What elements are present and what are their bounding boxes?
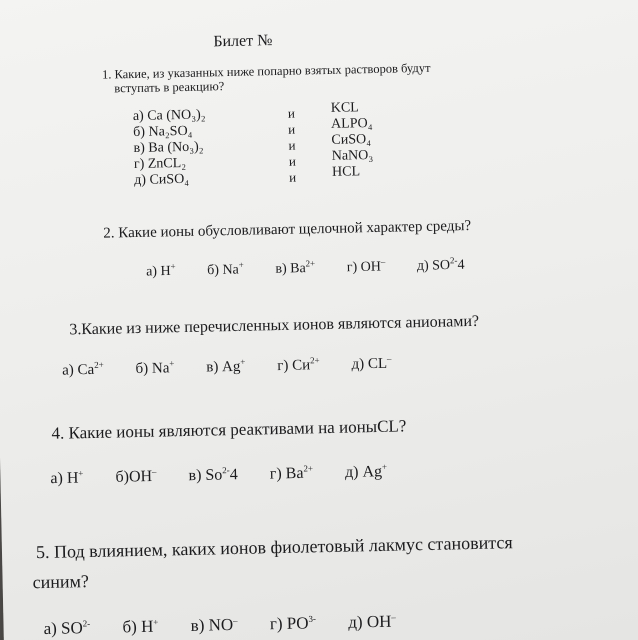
pair-right: CиSO₄ (331, 132, 372, 148)
pair-right: HCL (331, 164, 361, 180)
option-a (146, 261, 176, 280)
option-e (345, 462, 388, 482)
ion-text: а) Ca (62, 361, 95, 379)
ion-charge: + (238, 259, 244, 270)
pair-conj: и (287, 105, 295, 121)
question-2-options (146, 255, 493, 281)
ion-charge: – (232, 615, 238, 626)
question-3-text: 3.Какие из ниже перечисленных ионов являются анионами? (69, 312, 480, 339)
ion-charge: – (386, 353, 392, 364)
option-a (62, 360, 104, 380)
ion-charge: 3- (308, 613, 317, 624)
pair-conj: и (288, 137, 296, 153)
ion-text: 4 (229, 466, 239, 484)
ion-charge: – (391, 611, 396, 623)
ion-charge: + (153, 616, 159, 628)
ion-charge: 2+ (305, 258, 316, 269)
option-a (50, 468, 83, 488)
ion-charge: 2- (449, 255, 458, 266)
option-c (188, 465, 238, 485)
ion-charge: + (78, 468, 84, 479)
ticket-title: Билет № (213, 32, 273, 51)
pair-left: д) CиSO₄ (134, 171, 190, 189)
question-4-options (50, 461, 415, 488)
option-e (348, 612, 396, 633)
ion-charge: – (151, 466, 157, 477)
ion-text: г) OH (346, 259, 382, 276)
ion-text: д) OH (348, 611, 392, 632)
question-1-text: 1. Какие, из указанных ниже попарно взятых растворов будут (101, 60, 431, 82)
ion-text: а) H (145, 263, 171, 280)
option-c (190, 615, 237, 636)
option-b (115, 467, 156, 487)
ion-text: а) SO (43, 618, 83, 639)
option-e (351, 354, 391, 374)
option-d (270, 463, 314, 483)
option-b (135, 358, 174, 378)
ion-text: г) Cи (277, 357, 311, 375)
ion-charge: + (240, 356, 246, 367)
ion-text: г) PO (269, 613, 309, 634)
ion-text: б) Na (135, 360, 170, 378)
question-5-text-continued: синим? (32, 571, 90, 593)
ion-charge: – (380, 256, 386, 267)
ion-charge: 2+ (309, 355, 320, 366)
ion-charge: + (169, 358, 175, 369)
pair-conj: и (288, 121, 296, 137)
ion-charge: 2- (222, 465, 230, 476)
ion-text: а) H (50, 469, 79, 488)
option-a (43, 618, 90, 639)
pair-left: в) Ba (No₃)₂ (133, 139, 204, 157)
option-c (206, 357, 246, 377)
ion-charge: 2- (82, 618, 91, 629)
pair-left: б) Na₂SO₄ (133, 123, 193, 141)
pair-conj: и (288, 153, 296, 169)
ion-charge: 2+ (303, 463, 314, 474)
pair-right: ALPO₄ (330, 116, 373, 132)
ion-charge: + (381, 461, 388, 472)
ion-text: в) Ag (206, 358, 241, 376)
ion-text: б)OH (115, 468, 153, 486)
ion-text: д) CL (351, 355, 388, 373)
option-d (347, 257, 386, 276)
ion-text: д) SO (416, 258, 451, 274)
pair-conj: и (289, 169, 297, 185)
ion-text: в) NO (190, 615, 234, 635)
pair-left: г) ZnCL₂ (133, 155, 187, 173)
ion-text: 4 (457, 257, 465, 273)
question-5-text: 5. Под влиянием, каких ионов фиолетовый лакмус становится (35, 532, 513, 563)
pair-right: KCL (330, 100, 359, 116)
ion-text: г) Ba (269, 464, 304, 483)
question-2-text: 2. Какие ионы обусловливают щелочной характер среды? (103, 217, 472, 242)
pair-left: а) Ca (NO₃)₂ (132, 107, 206, 125)
ion-text: в) So (188, 466, 223, 485)
ion-charge: + (170, 261, 176, 272)
question-3-options (62, 353, 420, 379)
question-4-text: 4. Какие ионы являются реактивами на ионыCL? (51, 416, 407, 443)
pair-right: NaNO₃ (331, 148, 374, 164)
option-b (207, 260, 244, 279)
question-5-options (43, 611, 424, 639)
ion-text: б) H (122, 616, 154, 637)
option-d (270, 613, 317, 634)
question-1-text-continued: вступать в реакцию? (114, 79, 225, 96)
ion-text: б) Na (207, 262, 239, 279)
ion-text: в) Ba (275, 261, 306, 277)
option-d (277, 355, 320, 375)
option-e (417, 255, 465, 275)
ion-charge: 2+ (94, 359, 104, 370)
option-c (275, 258, 315, 277)
ion-text: д) Ag (344, 463, 383, 481)
option-b (122, 617, 158, 638)
